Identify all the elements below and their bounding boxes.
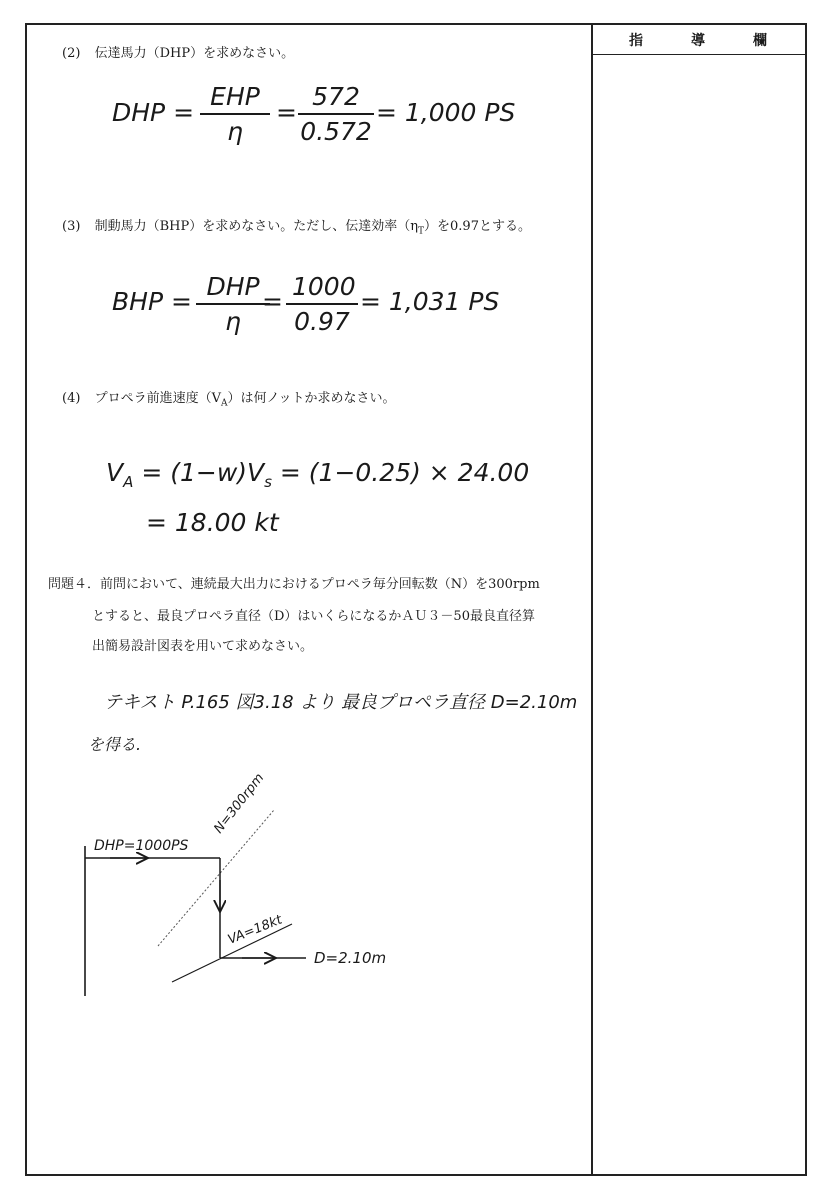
q3-frac2-num: 1000: [292, 272, 356, 301]
problem-4: [48, 576, 540, 594]
fraction-bar: [298, 113, 374, 115]
question-2: [62, 45, 294, 63]
va-label: VA=18kt: [225, 912, 285, 948]
design-chart-sketch: [70, 760, 387, 1010]
q4-line-2: = 18.00 kt: [146, 508, 279, 537]
guidance-char-1: 指: [629, 32, 643, 49]
question-4-text-end: ）は何ノットか求めなさい。: [227, 391, 396, 406]
n-label: N=300rpm: [211, 770, 268, 837]
question-3-text-end: ）を0.97とする。: [424, 219, 531, 234]
q4-vs-sub: s: [264, 473, 272, 491]
fraction-bar: [196, 303, 270, 305]
question-2-label: (2): [62, 46, 81, 61]
question-4: [62, 390, 396, 413]
q3-frac1-num: DHP: [206, 272, 260, 301]
question-2-text: 伝達馬力（DHP）を求めなさい。: [94, 46, 295, 61]
d-label: D=2.10m: [314, 949, 387, 967]
q4-va-sub: A: [123, 473, 134, 491]
q2-lhs: DHP =: [112, 98, 195, 127]
q3-result: = 1,031 PS: [360, 287, 500, 316]
q4-line-1: [106, 458, 529, 491]
problem-4-line-3: 出簡易設計図表を用いて求めなさい。: [92, 639, 314, 654]
column-divider: [591, 23, 593, 1176]
problem-4-answer-2: を得る.: [88, 735, 142, 754]
question-3: [62, 218, 531, 241]
q2-frac2-num: 572: [312, 82, 360, 111]
q3-frac2-den: 0.97: [294, 307, 350, 336]
question-3-label: (3): [62, 219, 81, 234]
q3-fraction-1: [196, 272, 270, 336]
problem-4-answer-1: テキスト P.165 図3.18 より 最良プロペラ直径 D=2.10m: [104, 692, 578, 713]
question-4-text: プロペラ前進速度（V: [94, 391, 221, 406]
q3-lhs: BHP =: [112, 287, 192, 316]
q4-line1-mid: = (1−w)V: [133, 458, 265, 487]
q4-va: V: [106, 458, 124, 487]
problem-4-line-2: とすると、最良プロペラ直径（D）はいくらになるかＡＵ３－50最良直径算: [92, 609, 535, 624]
fraction-bar: [200, 113, 270, 115]
q2-frac1-den: η: [227, 117, 243, 146]
dhp-label: DHP=1000PS: [94, 838, 189, 854]
question-3-text: 制動馬力（BHP）を求めなさい。ただし、伝達効率（η: [94, 219, 418, 234]
q2-frac2-den: 0.572: [300, 117, 372, 146]
q2-result: = 1,000 PS: [376, 98, 516, 127]
q2-eq-sign: =: [276, 98, 297, 127]
guidance-char-3: 欄: [753, 32, 767, 49]
problem-4-label: 問題４．: [48, 577, 101, 592]
q3-eq-sign: =: [262, 287, 283, 316]
question-3-sub: T: [418, 226, 425, 237]
question-4-sub: A: [220, 398, 228, 409]
q2-frac1-num: EHP: [210, 82, 260, 111]
problem-4-line-1: 前問において、連続最大出力におけるプロペラ毎分回転数（N）を300rpm: [100, 577, 540, 592]
question-4-label: (4): [62, 391, 81, 406]
fraction-bar: [286, 303, 358, 305]
q2-fraction-1: [200, 82, 270, 146]
q2-fraction-2: [298, 82, 374, 146]
q4-line1-end: = (1−0.25) × 24.00: [271, 458, 530, 487]
guidance-column-header: [593, 25, 805, 55]
q3-frac1-den: η: [225, 307, 241, 336]
q3-fraction-2: [286, 272, 358, 336]
guidance-char-2: 導: [691, 32, 705, 49]
